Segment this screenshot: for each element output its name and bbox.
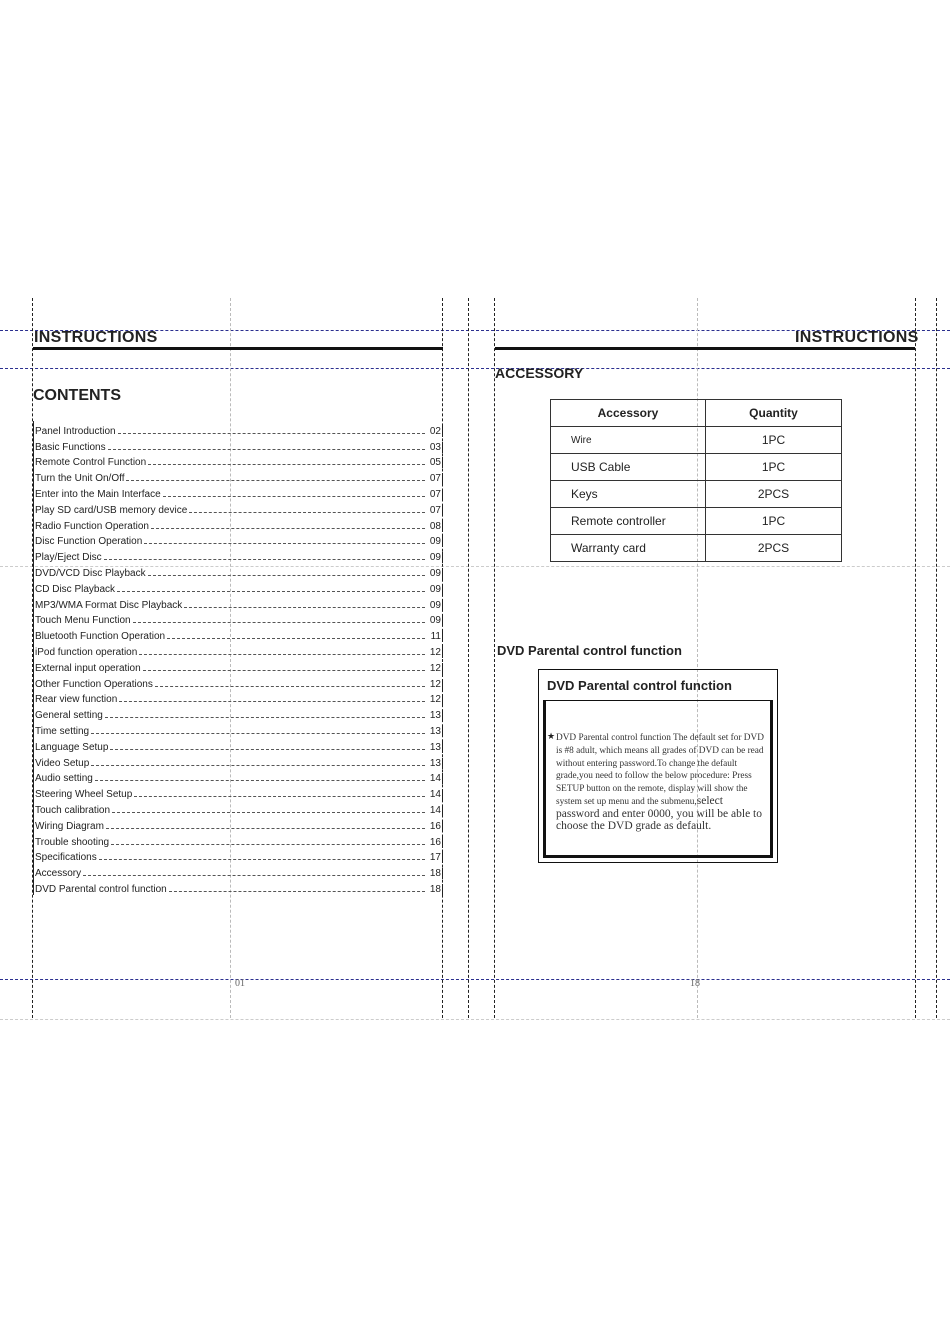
toc-item bbox=[33, 595, 443, 611]
toc-leader bbox=[117, 591, 425, 592]
page-edge-line bbox=[0, 1019, 950, 1020]
toc-item-page: 14 bbox=[429, 789, 441, 801]
toc-item-page: 12 bbox=[429, 646, 441, 658]
toc-item-label: Bluetooth Function Operation bbox=[35, 631, 166, 643]
toc-leader bbox=[189, 512, 425, 513]
table-cell: 1PC bbox=[706, 454, 842, 481]
table-row bbox=[551, 481, 842, 508]
toc-leader bbox=[110, 749, 425, 750]
toc-item-label: Play/Eject Disc bbox=[35, 552, 102, 564]
table-row bbox=[551, 454, 842, 481]
toc-item-label: General setting bbox=[35, 710, 103, 722]
toc-item bbox=[33, 611, 443, 627]
table-cell: USB Cable bbox=[551, 454, 706, 481]
toc-leader bbox=[139, 654, 425, 655]
parental-section-title: DVD Parental control function bbox=[497, 643, 682, 658]
toc-item bbox=[33, 437, 443, 453]
toc-item bbox=[33, 784, 443, 800]
table-cell: 2PCS bbox=[706, 481, 842, 508]
toc-item-label: Rear view function bbox=[35, 694, 118, 706]
toc-leader bbox=[95, 780, 425, 781]
toc-item-page: 07 bbox=[429, 488, 441, 500]
toc-item-label: Wiring Diagram bbox=[35, 820, 104, 832]
toc-leader bbox=[104, 559, 425, 560]
table-cell: Warranty card bbox=[551, 535, 706, 562]
crop-line-top-2 bbox=[0, 368, 950, 369]
toc-item-page: 11 bbox=[430, 631, 441, 643]
toc-item-page: 08 bbox=[429, 520, 441, 532]
toc-item-label: Steering Wheel Setup bbox=[35, 789, 133, 801]
toc-item bbox=[33, 500, 443, 516]
table-row bbox=[551, 535, 842, 562]
toc-item-page: 14 bbox=[429, 773, 441, 785]
toc-item-page: 16 bbox=[429, 836, 441, 848]
toc-item-label: Enter into the Main Interface bbox=[35, 488, 161, 500]
toc-item bbox=[33, 532, 443, 548]
toc-leader bbox=[126, 480, 425, 481]
toc-item bbox=[33, 753, 443, 769]
toc-item bbox=[33, 547, 443, 563]
parental-text-small: DVD Parental control function The default set for DVD is #8 adult, which means all grades of DVD can be read without entering password.To change the default grade,you need to follow the below procedure: Press SETUP button on the remote, display will show the system set up menu and the submenu, bbox=[556, 733, 764, 807]
toc-leader bbox=[99, 859, 425, 860]
toc-item bbox=[33, 516, 443, 532]
left-header: INSTRUCTIONS bbox=[34, 329, 158, 346]
toc-item bbox=[33, 690, 443, 706]
crop-line-bottom bbox=[0, 979, 950, 980]
toc-leader bbox=[148, 575, 425, 576]
toc-item-label: Trouble shooting bbox=[35, 836, 110, 848]
toc-leader bbox=[105, 717, 425, 718]
table-cell: 1PC bbox=[706, 508, 842, 535]
parental-description bbox=[556, 731, 764, 833]
toc-item-page: 13 bbox=[429, 741, 441, 753]
right-header: INSTRUCTIONS bbox=[795, 329, 919, 346]
margin-line-right-inner bbox=[494, 298, 495, 1018]
toc-item-page: 13 bbox=[429, 757, 441, 769]
toc-item bbox=[33, 468, 443, 484]
right-header-rule bbox=[495, 347, 915, 350]
toc-item-label: Audio setting bbox=[35, 773, 93, 785]
toc-item-page: 09 bbox=[429, 536, 441, 548]
left-page-number: 01 bbox=[235, 978, 245, 989]
margin-line-right bbox=[915, 298, 916, 1018]
toc-item-page: 03 bbox=[429, 441, 441, 453]
toc-item-label: Other Function Operations bbox=[35, 678, 153, 690]
table-cell: Wire bbox=[551, 427, 706, 454]
toc-item-label: Radio Function Operation bbox=[35, 520, 149, 532]
toc-item bbox=[33, 658, 443, 674]
toc-leader bbox=[184, 607, 425, 608]
toc-leader bbox=[134, 796, 425, 797]
toc-item bbox=[33, 579, 443, 595]
toc-leader bbox=[111, 844, 425, 845]
toc-item-page: 17 bbox=[429, 852, 441, 864]
toc-item-label: Accessory bbox=[35, 868, 82, 880]
toc-item-page: 18 bbox=[429, 883, 441, 895]
contents-title: CONTENTS bbox=[33, 387, 121, 404]
star-icon: ★ bbox=[547, 731, 556, 741]
toc-leader bbox=[118, 433, 425, 434]
table-cell: Remote controller bbox=[551, 508, 706, 535]
table-cell: 1PC bbox=[706, 427, 842, 454]
toc-item bbox=[33, 563, 443, 579]
toc-item bbox=[33, 484, 443, 500]
toc-item bbox=[33, 848, 443, 864]
toc-leader bbox=[91, 765, 425, 766]
toc-item-label: External input operation bbox=[35, 662, 141, 674]
toc-leader bbox=[108, 449, 425, 450]
toc-item-label: Touch Menu Function bbox=[35, 615, 131, 627]
toc-item-label: Specifications bbox=[35, 852, 97, 864]
toc-item-page: 09 bbox=[429, 567, 441, 579]
toc-item-label: Turn the Unit On/Off bbox=[35, 473, 125, 485]
toc-leader bbox=[91, 733, 425, 734]
toc-item bbox=[33, 879, 443, 895]
toc-leader bbox=[167, 638, 425, 639]
toc-item bbox=[33, 626, 443, 642]
right-page-number: 18 bbox=[690, 978, 700, 989]
toc-leader bbox=[155, 686, 425, 687]
toc-item bbox=[33, 453, 443, 469]
toc-item-page: 07 bbox=[429, 504, 441, 516]
toc-item-label: Panel Introduction bbox=[35, 425, 116, 437]
toc-item-label: Time setting bbox=[35, 725, 90, 737]
toc-item-label: DVD/VCD Disc Playback bbox=[35, 567, 146, 579]
toc-item-page: 09 bbox=[429, 583, 441, 595]
parental-text-large: select password and enter 0000, you will be able to choose the DVD grade as default. bbox=[556, 794, 762, 833]
toc-item-label: Touch calibration bbox=[35, 804, 111, 816]
toc-item-page: 09 bbox=[429, 552, 441, 564]
table-cell: Keys bbox=[551, 481, 706, 508]
toc-item bbox=[33, 832, 443, 848]
toc-item-label: Remote Control Function bbox=[35, 457, 147, 469]
toc-item bbox=[33, 642, 443, 658]
toc-leader bbox=[133, 622, 425, 623]
toc-leader bbox=[151, 528, 425, 529]
toc-item-page: 12 bbox=[429, 678, 441, 690]
table-header-row bbox=[551, 400, 842, 427]
toc-item-label: iPod function operation bbox=[35, 646, 138, 658]
table-of-contents bbox=[33, 421, 443, 895]
toc-item-page: 12 bbox=[429, 694, 441, 706]
toc-item bbox=[33, 863, 443, 879]
toc-leader bbox=[144, 543, 425, 544]
table-row bbox=[551, 508, 842, 535]
toc-leader bbox=[143, 670, 425, 671]
toc-leader bbox=[106, 828, 425, 829]
toc-item-label: Video Setup bbox=[35, 757, 90, 769]
toc-item-page: 02 bbox=[429, 425, 441, 437]
toc-item bbox=[33, 800, 443, 816]
bleed-line-right bbox=[936, 298, 937, 1018]
toc-item-page: 13 bbox=[429, 710, 441, 722]
table-header-quantity: Quantity bbox=[706, 400, 842, 427]
toc-item bbox=[33, 737, 443, 753]
toc-leader bbox=[163, 496, 425, 497]
toc-item-page: 05 bbox=[429, 457, 441, 469]
toc-leader bbox=[148, 464, 425, 465]
toc-item bbox=[33, 816, 443, 832]
table-header-accessory: Accessory bbox=[551, 400, 706, 427]
toc-item-page: 14 bbox=[429, 804, 441, 816]
toc-item-page: 13 bbox=[429, 725, 441, 737]
table-cell: 2PCS bbox=[706, 535, 842, 562]
toc-item bbox=[33, 421, 443, 437]
toc-item-label: MP3/WMA Format Disc Playback bbox=[35, 599, 183, 611]
toc-item-label: Play SD card/USB memory device bbox=[35, 504, 188, 516]
toc-item-label: Language Setup bbox=[35, 741, 109, 753]
table-row bbox=[551, 427, 842, 454]
toc-item-page: 09 bbox=[429, 615, 441, 627]
toc-item-page: 07 bbox=[429, 473, 441, 485]
toc-item-label: Basic Functions bbox=[35, 441, 106, 453]
gutter-line-1 bbox=[468, 298, 469, 1018]
toc-leader bbox=[169, 891, 425, 892]
toc-item-label: Disc Function Operation bbox=[35, 536, 143, 548]
toc-leader bbox=[112, 812, 425, 813]
toc-leader bbox=[119, 701, 425, 702]
toc-item bbox=[33, 721, 443, 737]
toc-item-label: CD Disc Playback bbox=[35, 583, 116, 595]
left-header-rule bbox=[33, 347, 443, 350]
toc-item bbox=[33, 674, 443, 690]
toc-item-label: DVD Parental control function bbox=[35, 883, 167, 895]
parental-box-title: DVD Parental control function bbox=[547, 678, 732, 693]
toc-item bbox=[33, 705, 443, 721]
toc-item bbox=[33, 769, 443, 785]
toc-item-page: 09 bbox=[429, 599, 441, 611]
accessory-title: ACCESSORY bbox=[495, 365, 584, 381]
toc-leader bbox=[83, 875, 425, 876]
accessory-table bbox=[550, 399, 842, 562]
toc-item-page: 16 bbox=[429, 820, 441, 832]
toc-item-page: 12 bbox=[429, 662, 441, 674]
toc-item-page: 18 bbox=[429, 868, 441, 880]
